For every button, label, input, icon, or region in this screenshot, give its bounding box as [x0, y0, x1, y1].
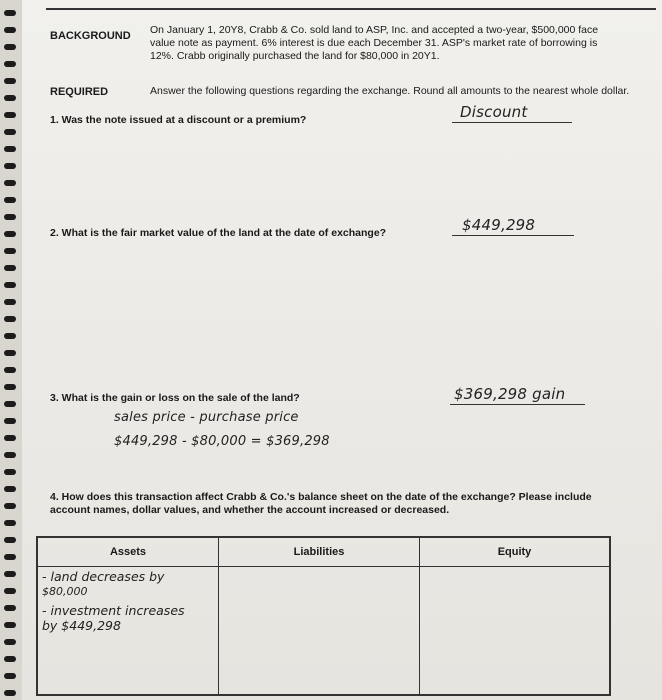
spiral-hole [4, 27, 16, 33]
spiral-hole [4, 554, 16, 560]
assets-entry: - investment increases [42, 603, 185, 618]
spiral-hole [4, 299, 16, 305]
assets-entry: by $449,298 [42, 618, 121, 633]
spiral-hole [4, 520, 16, 526]
question-4: 4. How does this transaction affect Crabb & Co.'s balance sheet on the date of the exchange? Please include account names, dollar values, and whether the account increased or decreased. [50, 491, 592, 516]
question-3: 3. What is the gain or loss on the sale of the land? [50, 392, 300, 404]
assets-entry: $80,000 [42, 585, 88, 598]
top-rule [46, 8, 656, 10]
spiral-hole [4, 333, 16, 339]
liabilities-cell [219, 567, 420, 696]
spiral-hole [4, 537, 16, 543]
answer-3: $369,298 gain [454, 385, 566, 403]
spiral-hole [4, 129, 16, 135]
spiral-hole [4, 622, 16, 628]
equity-cell [420, 567, 611, 696]
header-assets: Assets [37, 537, 219, 567]
spiral-hole [4, 163, 16, 169]
spiral-hole [4, 214, 16, 220]
spiral-hole [4, 367, 16, 373]
spiral-hole [4, 282, 16, 288]
spiral-hole [4, 384, 16, 390]
header-equity: Equity [420, 537, 611, 567]
balance-sheet-table [36, 536, 611, 696]
work-line-1: sales price - purchase price [114, 410, 299, 425]
answer-2-line [452, 235, 574, 236]
assets-cell [37, 567, 219, 696]
spiral-hole [4, 656, 16, 662]
spiral-hole [4, 146, 16, 152]
spiral-hole [4, 639, 16, 645]
spiral-hole [4, 10, 16, 16]
work-line-2: $449,298 - $80,000 = $369,298 [114, 434, 330, 449]
spiral-hole [4, 61, 16, 67]
spiral-hole [4, 588, 16, 594]
question-1: 1. Was the note issued at a discount or a premium? [50, 114, 307, 126]
spiral-hole [4, 180, 16, 186]
answer-1-line [452, 122, 572, 123]
spiral-hole [4, 44, 16, 50]
spiral-hole [4, 112, 16, 118]
spiral-hole [4, 78, 16, 84]
answer-3-line [450, 404, 585, 405]
spiral-hole [4, 452, 16, 458]
spiral-hole [4, 401, 16, 407]
spiral-hole [4, 248, 16, 254]
table-body-row [37, 567, 610, 696]
spiral-hole [4, 435, 16, 441]
background-label: BACKGROUND [50, 30, 131, 42]
spiral-hole [4, 95, 16, 101]
header-liabilities: Liabilities [219, 537, 420, 567]
background-text: On January 1, 20Y8, Crabb & Co. sold land to ASP, Inc. and accepted a two-year, $500,000 face value note as payment. 6% interest is due each December 31. ASP's market rate of borrowing is 12%. Crabb originally purchased the land for $80,000 in 20Y1. [150, 24, 599, 62]
spiral-hole [4, 673, 16, 679]
table-header-row [37, 537, 610, 567]
answer-2: $449,298 [462, 216, 536, 234]
required-label: REQUIRED [50, 86, 109, 98]
spiral-hole [4, 197, 16, 203]
spiral-hole [4, 503, 16, 509]
spiral-hole [4, 469, 16, 475]
question-2: 2. What is the fair market value of the land at the date of exchange? [50, 227, 387, 239]
spiral-binding [0, 0, 22, 700]
spiral-hole [4, 690, 16, 696]
answer-1: Discount [460, 103, 528, 121]
spiral-hole [4, 265, 16, 271]
spiral-hole [4, 486, 16, 492]
spiral-hole [4, 418, 16, 424]
spiral-hole [4, 605, 16, 611]
spiral-hole [4, 350, 16, 356]
spiral-hole [4, 231, 16, 237]
spiral-hole [4, 316, 16, 322]
spiral-hole [4, 571, 16, 577]
required-text: Answer the following questions regarding the exchange. Round all amounts to the nearest whole dollar. [150, 85, 630, 97]
assets-entry: - land decreases by [42, 569, 165, 584]
